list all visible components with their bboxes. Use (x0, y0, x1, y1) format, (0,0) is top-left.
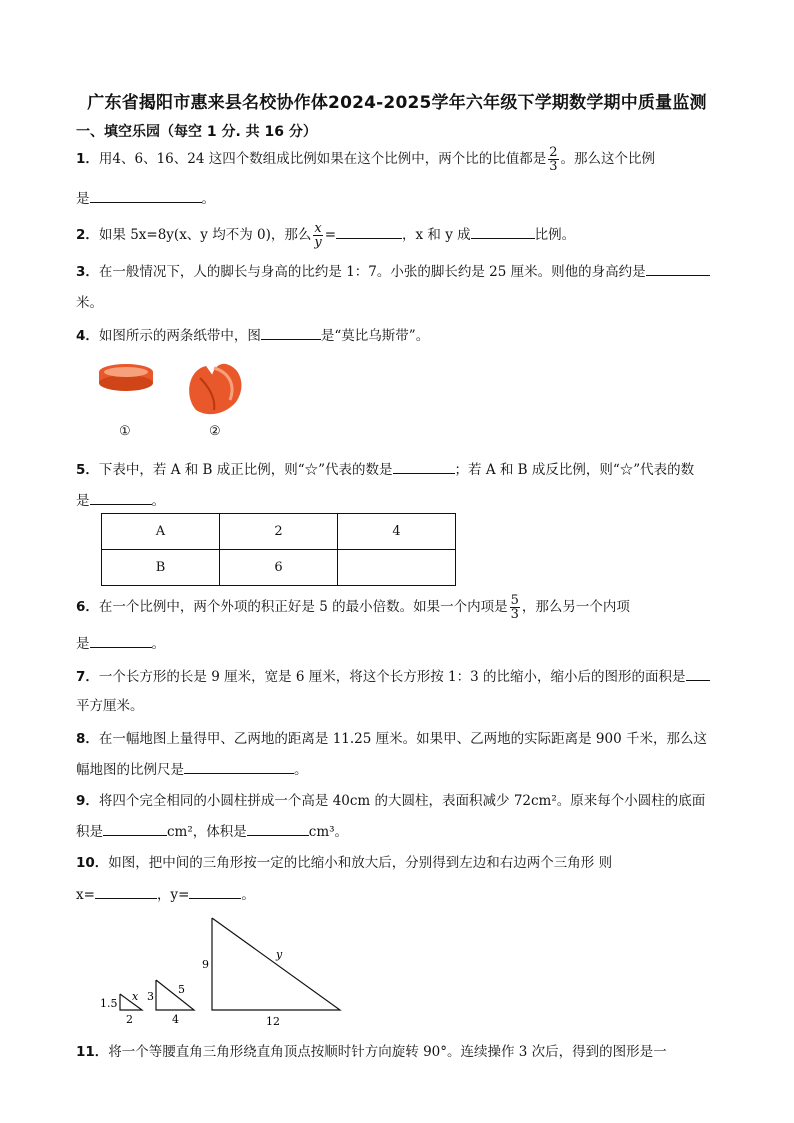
small-base-label: 2 (126, 1013, 133, 1026)
answer-blank[interactable] (261, 327, 321, 340)
answer-blank[interactable] (90, 635, 152, 648)
middle-height-label: 3 (147, 990, 154, 1003)
question-6: 6．在一个比例中，两个外项的积正好是 5 的最小倍数。如果一个内项是 $\frac{5}{3}$ ，那么另一个内项 (76, 593, 630, 622)
answer-blank[interactable] (471, 226, 535, 239)
table-row (102, 550, 456, 586)
small-triangle (120, 994, 142, 1010)
middle-triangle (156, 980, 194, 1010)
fraction: $\frac{2}{3}$ (549, 145, 558, 174)
large-base-label: 12 (266, 1015, 280, 1028)
middle-base-label: 4 (172, 1013, 179, 1026)
answer-blank[interactable] (247, 823, 309, 836)
question-2: 2．如果 5x=8y(x、y 均不为 0)，那么 $\frac{x}{y}$ = ，x 和 y 成 比例。 (76, 221, 576, 250)
question-9: 9．将四个完全相同的小圆柱拼成一个高是 40cm 的大圆柱，表面积减少 72cm²。原来每个小圆柱的底面 (76, 793, 706, 809)
paper-strips-figure (96, 358, 256, 420)
large-y-label: y (276, 948, 283, 961)
question-4: 4．如图所示的两条纸带中，图 是“莫比乌斯带”。 (76, 328, 430, 344)
answer-blank[interactable] (189, 886, 241, 899)
large-height-label: 9 (202, 958, 209, 971)
answer-blank[interactable] (90, 492, 152, 505)
figure-caption-1: ① (119, 424, 131, 439)
question-11: 11．将一个等腰直角三角形绕直角顶点按顺时针方向旋转 90°。连续操作 3 次后，得到的图形是一 (76, 1044, 667, 1060)
fraction: $\frac{x}{y}$ (314, 221, 322, 250)
middle-hyp-label: 5 (178, 983, 185, 996)
answer-blank[interactable] (646, 263, 710, 276)
large-triangle (212, 918, 340, 1010)
table-row (102, 514, 456, 550)
question-7: 7．一个长方形的长是 9 厘米，宽是 6 厘米，将这个长方形按 1：3 的比缩小，缩小后的图形的面积是 (76, 665, 710, 685)
table-cell: A (102, 514, 220, 550)
table-cell: 6 (220, 550, 338, 586)
answer-blank[interactable] (95, 886, 157, 899)
question-10: 10．如图，把中间的三角形按一定的比缩小和放大后，分别得到左边和右边两个三角形 则 (76, 855, 613, 871)
ring-strip-figure (99, 364, 153, 391)
answer-blank[interactable] (184, 761, 294, 774)
answer-blank[interactable] (103, 823, 167, 836)
ab-table (101, 513, 456, 586)
question-5: 5．下表中，若 A 和 B 成正比例，则“☆”代表的数是 ；若 A 和 B 成反比例，则“☆”代表的数 (76, 462, 695, 478)
small-height-label: 1.5 (100, 997, 118, 1010)
fraction: $\frac{5}{3}$ (510, 593, 519, 622)
triangles-figure (90, 910, 360, 1028)
table-cell: 2 (220, 514, 338, 550)
table-cell (338, 550, 456, 586)
question-number: 1． (76, 151, 99, 167)
question-1-cont: 是 。 (76, 191, 215, 207)
answer-blank[interactable] (90, 190, 202, 203)
table-cell: 4 (338, 514, 456, 550)
answer-blank[interactable] (336, 226, 402, 239)
page-title: 广东省揭阳市惠来县名校协作体2024-2025学年六年级下学期数学期中质量监测 (87, 93, 707, 113)
table-cell: B (102, 550, 220, 586)
answer-blank[interactable] (393, 461, 455, 474)
answer-blank[interactable] (686, 668, 710, 681)
section-heading: 一、填空乐园（每空 1 分. 共 16 分） (76, 124, 317, 140)
figure-caption-2: ② (209, 424, 221, 439)
mobius-strip-figure (189, 364, 241, 414)
question-1: 1．用4、6、16、24 这四个数组成比例如果在这个比例中，两个比的比值都是 $\frac{2}{3}$ 。那么这个比例 (76, 145, 656, 174)
question-8: 8．在一幅地图上量得甲、乙两地的距离是 11.25 厘米。如果甲、乙两地的实际距离是 900 千米，那么这 (76, 731, 707, 747)
question-3: 3．在一般情况下，人的脚长与身高的比约是 1：7。小张的脚长约是 25 厘米。则他的身高约是 (76, 260, 710, 280)
small-x-label: x (132, 990, 139, 1003)
